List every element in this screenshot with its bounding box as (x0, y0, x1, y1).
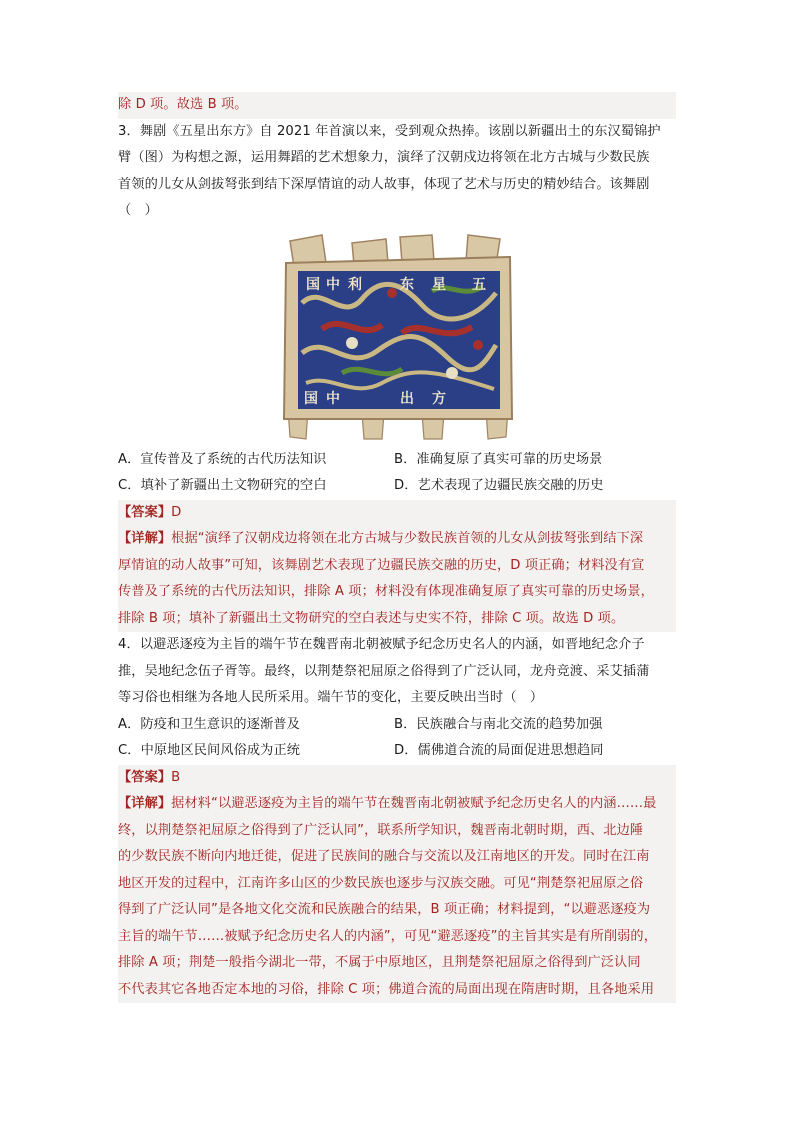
detail-tag: 【详解】 (118, 531, 172, 546)
option-a: A．宣传普及了系统的古代历法知识 (118, 451, 327, 467)
answer-tag: 【答案】 (118, 769, 172, 785)
question-4-options-row-1 (118, 712, 676, 739)
detail-line-5: 得到了广泛认同”是各地文化交流和民族融合的结果，B 项正确；材料提到，“以避恶逐疫为 (118, 902, 651, 917)
image-char: 国 (306, 276, 320, 293)
question-3-options-row-1 (118, 447, 676, 474)
detail-line-3: 的少数民族不断向内地迁徙，促进了民族间的融合与交流以及江南地区的开发。同时在江南 (118, 849, 650, 864)
detail-line-4: 排除 B 项；填补了新疆出土文物研究的空白表述与史实不符，排除 C 项。故选 D 项。 (118, 610, 625, 626)
question-4-line-3: 等习俗也相继为各地人民所采用。端午节的变化，主要反映出当时（ ） (118, 690, 544, 705)
detail-line-8: 不代表其它各地否定本地的习俗，排除 C 项；佛道合流的局面出现在隋唐时期，且各地采用 (118, 981, 655, 997)
question-3-answer-block (118, 500, 676, 633)
option-a: A．防疫和卫生意识的逐渐普及 (118, 716, 300, 732)
answer-value: D (171, 504, 182, 520)
previous-answer-fragment: 除 D 项。故选 B 项。 (118, 92, 676, 119)
question-4-line-1: 4．以避恶逐疫为主旨的端午节在魏晋南北朝被赋予纪念历史名人的内涵，如晋地纪念介子 (118, 637, 645, 652)
image-char: 星 (432, 276, 446, 293)
image-char: 出 (400, 390, 414, 407)
question-3 (118, 119, 676, 633)
question-4-line-2: 推，吴地纪念伍子胥等。最终，以荆楚祭祀屈原之俗得到了广泛认同，龙舟竞渡、采艾插蒲 (118, 663, 650, 679)
image-char: 利 (348, 276, 362, 293)
image-char: 中 (326, 390, 340, 407)
image-char: 中 (326, 276, 340, 293)
question-4-options-row-2 (118, 738, 676, 765)
question-3-line-1: 3．舞剧《五星出东方》自 2021 年首演以来，受到观众热捧。该剧以新疆出土的东汉蜀锦护 (118, 123, 661, 139)
option-c: C．填补了新疆出土文物研究的空白 (118, 478, 327, 493)
detail-line-4: 地区开发的过程中，江南许多山区的少数民族也逐步与汉族交融。可见“荆楚祭祀屈原之俗 (118, 875, 644, 891)
image-char: 五 (472, 276, 486, 293)
image-char: 国 (304, 390, 318, 407)
question-3-line-4: （ ） (118, 203, 158, 218)
answer-tag: 【答案】 (118, 504, 172, 520)
question-3-options-row-2 (118, 473, 676, 500)
question-4-answer-block (118, 765, 676, 1004)
question-3-line-2: 臂（图）为构想之源，运用舞蹈的艺术想象力，演绎了汉朝戍边将领在北方古城与少数民族 (118, 150, 650, 165)
detail-line-2: 终，以荆楚祭祀屈原之俗得到了广泛认同”，联系所学知识，魏晋南北朝时期，西、北边陲 (118, 822, 644, 838)
detail-line-3: 传普及了系统的古代历法知识，排除 A 项；材料没有体现准确复原了真实可靠的历史场景， (118, 584, 654, 599)
detail-line-7: 排除 A 项；荆楚一般指今湖北一带，不属于中原地区，且荆楚祭祀屈原之俗得到广泛认同 (118, 955, 641, 970)
option-b: B．准确复原了真实可靠的历史场景 (394, 451, 603, 467)
brocade-armguard-image (282, 233, 514, 441)
detail-line-6: 主旨的端午节……被赋予纪念历史名人的内涵”，可见“避恶逐疫”的主旨其实是有所削弱的， (118, 928, 658, 944)
detail-line-1 (118, 526, 676, 553)
answer-line (118, 500, 676, 527)
answer-value: B (171, 769, 181, 785)
question-3-line-3: 首领的儿女从剑拔弩张到结下深厚情谊的动人故事，体现了艺术与历史的精妙结合。该舞剧 (118, 176, 650, 192)
detail-text: 根据“演绎了汉朝戍边将领在北方古城与少数民族首领的儿女从剑拔弩张到结下深 (171, 531, 644, 546)
option-b: B．民族融合与南北交流的趋势加强 (394, 716, 603, 732)
document-page (118, 92, 676, 1003)
image-char: 方 (432, 390, 446, 407)
detail-text: 据材料“以避恶逐疫为主旨的端午节在魏晋南北朝被赋予纪念历史名人的内涵……最 (171, 796, 657, 811)
answer-line (118, 765, 676, 792)
option-d: D．艺术表现了边疆民族交融的历史 (394, 478, 604, 493)
detail-line-2: 厚情谊的动人故事”可知，该舞剧艺术表现了边疆民族交融的历史，D 项正确；材料没有宣 (118, 557, 645, 573)
image-char: 东 (400, 276, 414, 293)
option-c: C．中原地区民间风俗成为正统 (118, 743, 301, 758)
detail-tag: 【详解】 (118, 796, 172, 811)
option-d: D．儒佛道合流的局面促进思想趋同 (394, 743, 604, 758)
question-4 (118, 632, 676, 1003)
detail-line-1 (118, 791, 676, 818)
